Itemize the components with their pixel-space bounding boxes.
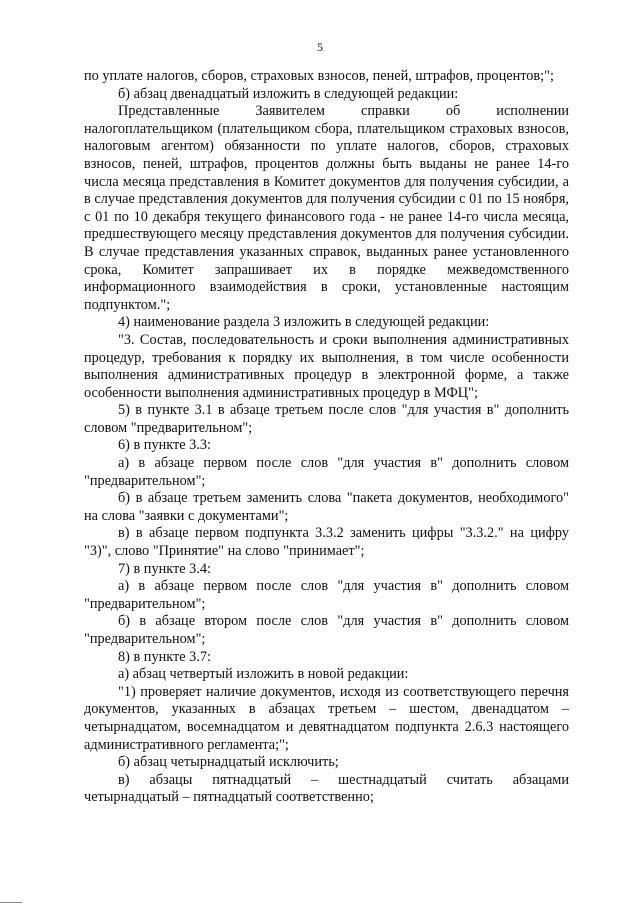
paragraph-item-7b: б) в абзаце втором после слов "для участия в" дополнить словом "предварительном"; (84, 613, 569, 647)
document-body (84, 68, 569, 807)
paragraph-item-6a: а) в абзаце первом после слов "для участия в" дополнить словом "предварительном"; (84, 455, 569, 489)
paragraph-item-8a-text: "1) проверяет наличие документов, исходя из соответствующего перечня документов, указанных в абзацах третьем – шестом, двенадцатом – четырнадцатом, восемнадцатом и девятнадцатом подпункта 2.6.3 настоящего административного регламента;"; (84, 683, 569, 753)
paragraph-item-6: 6) в пункте 3.3: (118, 437, 212, 454)
paragraph-item-8b: б) абзац четырнадцатый исключить; (118, 754, 339, 771)
paragraph-certificates-text: Представленные Заявителем справки об исполнении налогоплательщиком (плательщиком сбора, плательщиком страховых взносов, налоговым агентом) обязанности по уплате налогов, сборов, страховых взносов, пеней, штрафов, процентов должны быть выданы не ранее 14-го числа месяца представления в Комитет документов для получения субсидии, а в случае представления документов для получения субсидии с 01 по 15 ноября, с 01 по 10 декабря текущего финансового года - не ранее 14-го числа месяца, предшествующего месяцу представления документов для получения субсидии. В случае представления указанных справок, выданных ранее установленного срока, Комитет запрашивает их в порядке межведомственного информационного взаимодействия в сроки, установленные настоящим подпунктом."; (84, 103, 569, 313)
paragraph-item-7a: а) в абзаце первом после слов "для участия в" дополнить словом "предварительном"; (84, 578, 569, 612)
paragraph-section-3-title: "3. Состав, последовательность и сроки выполнения административных процедур, требования к порядку их выполнения, в том числе особенности выполнения административных процедур в электронной форме, а также особенности выполнения административных процедур в МФЦ"; (84, 331, 569, 401)
paragraph-item-8c: в) абзацы пятнадцатый – шестнадцатый считать абзацами четырнадцатый – пятнадцатый соответственно; (84, 771, 569, 806)
page-number: 5 (317, 40, 323, 54)
paragraph-item-7: 7) в пункте 3.4: (118, 560, 212, 577)
paragraph-item-8a: а) абзац четвертый изложить в новой редакции: (118, 666, 409, 683)
paragraph-item-4: 4) наименование раздела 3 изложить в следующей редакции: (118, 314, 490, 331)
paragraph-item-8: 8) в пункте 3.7: (118, 648, 212, 665)
scan-edge-mark (0, 902, 22, 903)
paragraph-continuation: по уплате налогов, сборов, страховых взносов, пеней, штрафов, процентов;"; (84, 68, 554, 84)
paragraph-item-6c: в) в абзаце первом подпункта 3.3.2 заменить цифры "3.3.2." на цифру "3)", слово "Принятие" на слово "принимает"; (84, 525, 569, 560)
paragraph-item-b-twelfth: б) абзац двенадцатый изложить в следующей редакции: (118, 85, 459, 102)
paragraph-item-6b: б) в абзаце третьем заменить слова "пакета документов, необходимого" на слова "заявки с документами"; (84, 490, 569, 524)
paragraph-item-5: 5) в пункте 3.1 в абзаце третьем после слов "для участия в" дополнить словом "предварительном"; (84, 402, 569, 436)
